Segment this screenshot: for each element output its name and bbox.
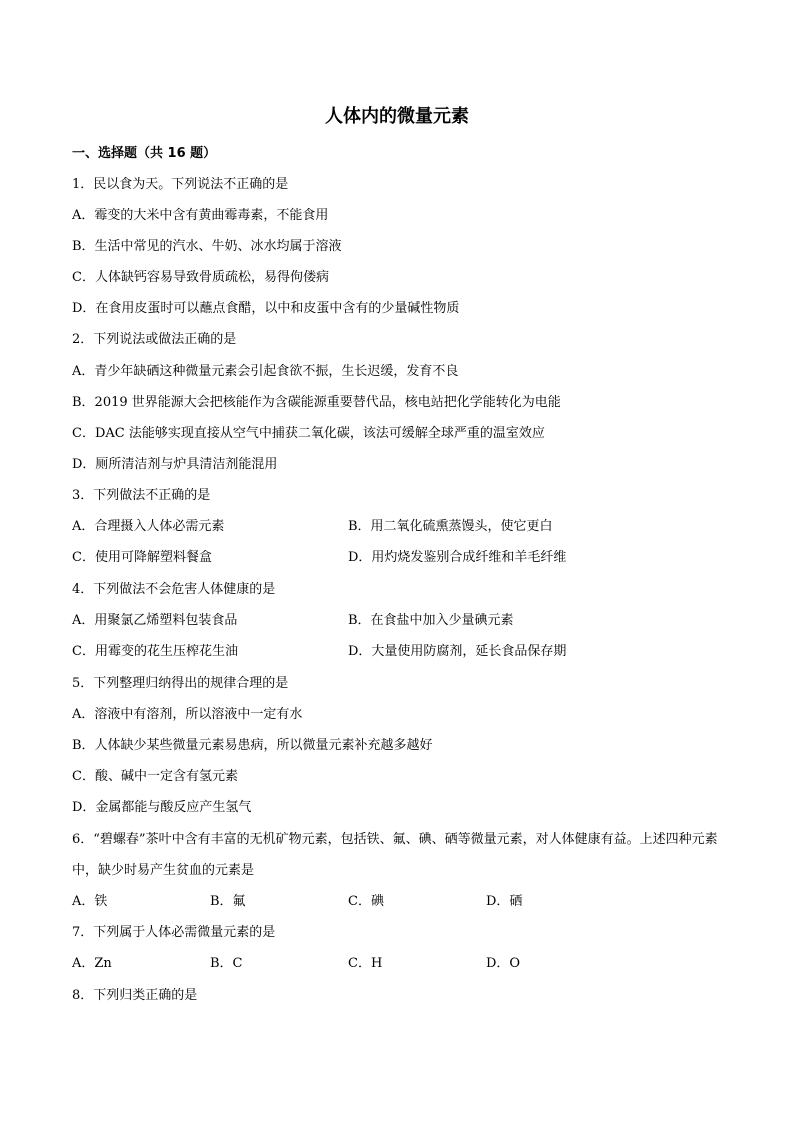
question-6-option-c[interactable]: C．碘	[348, 894, 384, 909]
question-4-option-a[interactable]: A．用聚氯乙烯塑料包装食品	[72, 613, 238, 628]
question-7-option-b[interactable]: B．C	[210, 956, 243, 971]
section-heading: 一、选择题（共 16 题）	[72, 146, 217, 161]
question-1-stem: 1．民以食为天。下列说法不正确的是	[72, 177, 289, 192]
question-5-option-a[interactable]: A．溶液中有溶剂，所以溶液中一定有水	[72, 707, 303, 722]
question-4-stem: 4．下列做法不会危害人体健康的是	[72, 582, 276, 597]
question-4-option-c[interactable]: C．用霉变的花生压榨花生油	[72, 644, 238, 659]
question-7-stem: 7．下列属于人体必需微量元素的是	[72, 925, 276, 940]
question-1-option-b[interactable]: B．生活中常见的汽水、牛奶、冰水均属于溶液	[72, 239, 342, 254]
question-5-option-b[interactable]: B．人体缺少某些微量元素易患病，所以微量元素补充越多越好	[72, 738, 433, 753]
question-1-option-d[interactable]: D．在食用皮蛋时可以蘸点食醋，以中和皮蛋中含有的少量碱性物质	[72, 301, 460, 316]
question-3-stem: 3．下列做法不正确的是	[72, 488, 211, 503]
question-5-option-c[interactable]: C．酸、碱中一定含有氢元素	[72, 769, 238, 784]
question-2-stem: 2．下列说法或做法正确的是	[72, 332, 237, 347]
question-3-option-c[interactable]: C．使用可降解塑料餐盒	[72, 550, 212, 565]
question-6-stem: 6．“碧螺春”茶叶中含有丰富的无机矿物元素，包括铁、氟、碘、硒等微量元素，对人体健康有益。上述四种元素中，缺少时易产生贫血的元素是	[72, 832, 718, 878]
question-6-option-d[interactable]: D．硒	[486, 894, 523, 909]
question-4-option-b[interactable]: B．在食盐中加入少量碘元素	[348, 613, 514, 628]
question-4-option-d[interactable]: D．大量使用防腐剂，延长食品保存期	[348, 644, 567, 659]
question-3-option-a[interactable]: A．合理摄入人体必需元素	[72, 519, 225, 534]
question-3-option-b[interactable]: B．用二氧化硫熏蒸馒头，使它更白	[348, 519, 553, 534]
question-6-option-a[interactable]: A．铁	[72, 894, 108, 909]
question-2-option-c[interactable]: C．DAC 法能够实现直接从空气中捕获二氧化碳，该法可缓解全球严重的温室效应	[72, 426, 545, 441]
question-5-option-d[interactable]: D．金属都能与酸反应产生氢气	[72, 800, 252, 815]
question-7-option-a[interactable]: A．Zn	[72, 956, 112, 971]
question-1-option-c[interactable]: C．人体缺钙容易导致骨质疏松，易得佝偻病	[72, 270, 329, 285]
question-2-option-b[interactable]: B．2019 世界能源大会把核能作为含碳能源重要替代品，核电站把化学能转化为电能	[72, 395, 561, 410]
question-6-option-b[interactable]: B．氟	[210, 894, 246, 909]
question-2-option-d[interactable]: D．厕所清洁剂与炉具清洁剂能混用	[72, 457, 278, 472]
question-5-stem: 5．下列整理归纳得出的规律合理的是	[72, 676, 289, 691]
question-7-option-c[interactable]: C．H	[348, 956, 383, 971]
question-7-option-d[interactable]: D．O	[486, 956, 521, 971]
question-3-option-d[interactable]: D．用灼烧发鉴别合成纤维和羊毛纤维	[348, 550, 567, 565]
question-8-stem: 8．下列归类正确的是	[72, 988, 198, 1003]
question-1-option-a[interactable]: A．霉变的大米中含有黄曲霉毒素，不能食用	[72, 208, 329, 223]
question-2-option-a[interactable]: A．青少年缺硒这种微量元素会引起食欲不振，生长迟缓，发育不良	[72, 364, 459, 379]
page-title: 人体内的微量元素	[325, 106, 469, 127]
